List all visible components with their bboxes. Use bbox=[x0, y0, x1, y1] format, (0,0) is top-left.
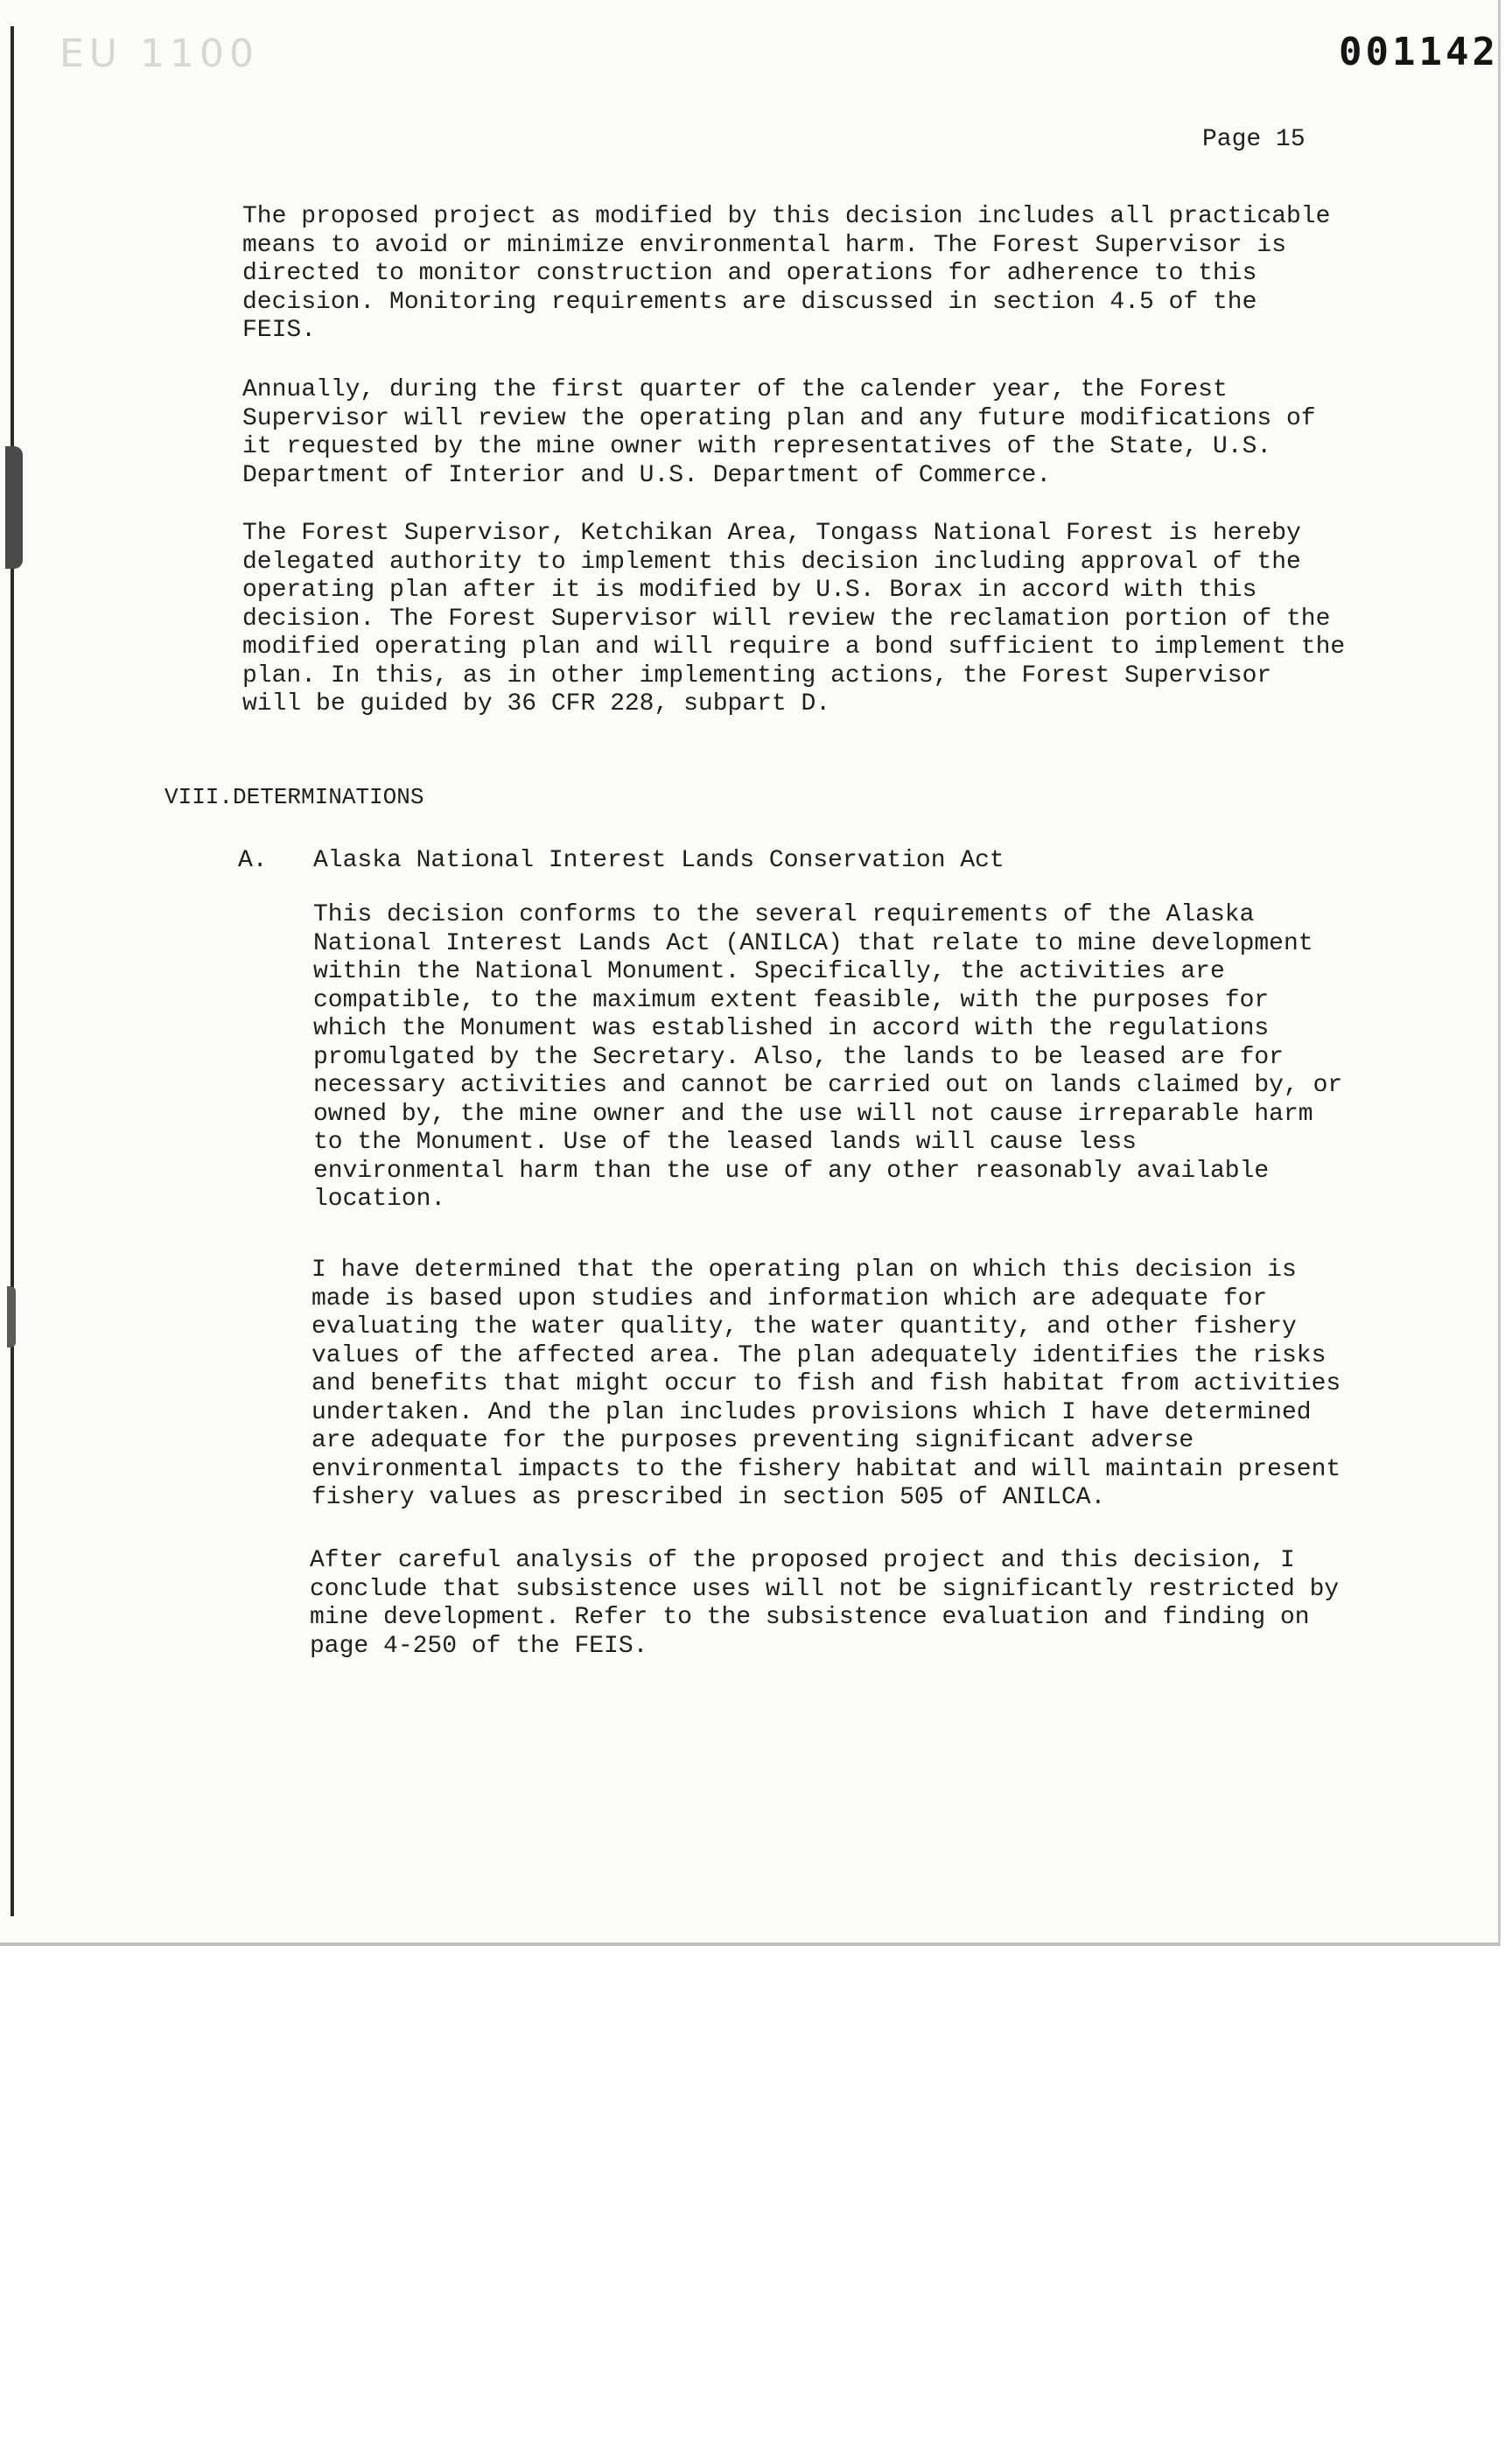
text-line: Supervisor will review the operating plan and any future modifications of bbox=[242, 404, 1316, 432]
subsection-title: Alaska National Interest Lands Conservation Act bbox=[313, 847, 1004, 874]
text-line: After careful analysis of the proposed project and this decision, I bbox=[310, 1547, 1295, 1574]
text-line: means to avoid or minimize environmental harm. The Forest Supervisor is bbox=[242, 231, 1286, 259]
text-line: delegated authority to implement this decision including approval of the bbox=[242, 548, 1301, 576]
text-line: made is based upon studies and information which are adequate for bbox=[312, 1284, 1268, 1312]
text-line: fishery values as prescribed in section 505 of ANILCA. bbox=[312, 1484, 1106, 1511]
text-line: are adequate for the purposes preventing significant adverse bbox=[312, 1427, 1194, 1454]
paragraph-subsistence bbox=[310, 1547, 1339, 1661]
paragraph-fishery-determination bbox=[312, 1256, 1340, 1513]
binder-clip bbox=[5, 446, 23, 569]
text-line: compatible, to the maximum extent feasible, with the purposes for bbox=[313, 986, 1270, 1014]
text-line: Annually, during the first quarter of the calender year, the Forest bbox=[242, 376, 1228, 403]
text-line: FEIS. bbox=[242, 317, 317, 344]
text-line: promulgated by the Secretary. Also, the lands to be leased are for bbox=[313, 1043, 1284, 1071]
text-line: within the National Monument. Specifically, the activities are bbox=[313, 958, 1225, 985]
section-heading: VIII.DETERMINATIONS bbox=[164, 784, 424, 810]
text-line: environmental harm than the use of any other reasonably available bbox=[313, 1157, 1270, 1185]
text-line: National Interest Lands Act (ANILCA) that relate to mine development bbox=[313, 929, 1313, 957]
text-line: conclude that subsistence uses will not be significantly restricted by bbox=[310, 1575, 1340, 1603]
text-line: This decision conforms to the several requirements of the Alaska bbox=[313, 901, 1255, 928]
text-line: I have determined that the operating plan on which this decision is bbox=[312, 1256, 1297, 1284]
paragraph-annual-review bbox=[242, 376, 1316, 490]
text-line: it requested by the mine owner with representatives of the State, U.S. bbox=[242, 433, 1272, 460]
text-line: The Forest Supervisor, Ketchikan Area, Tongass National Forest is hereby bbox=[242, 520, 1301, 547]
page-number: Page 15 bbox=[1202, 126, 1306, 153]
text-line: plan. In this, as in other implementing actions, the Forest Supervisor bbox=[242, 662, 1272, 690]
subsection-letter: A. bbox=[238, 847, 268, 874]
text-line: which the Monument was established in accord with the regulations bbox=[313, 1015, 1270, 1042]
text-line: will be guided by 36 CFR 228, subpart D. bbox=[242, 690, 831, 718]
text-line: decision. Monitoring requirements are discussed in section 4.5 of the bbox=[242, 288, 1257, 316]
paragraph-delegated-authority bbox=[242, 520, 1345, 719]
text-line: directed to monitor construction and operations for adherence to this bbox=[242, 260, 1257, 287]
binder-clip-lower bbox=[7, 1286, 16, 1348]
paragraph-monitoring bbox=[242, 203, 1330, 346]
text-line: location. bbox=[313, 1186, 446, 1213]
text-line: Department of Interior and U.S. Department of Commerce. bbox=[242, 461, 1052, 489]
text-line: values of the affected area. The plan adequately identifies the risks bbox=[312, 1341, 1326, 1369]
text-line: page 4-250 of the FEIS. bbox=[310, 1632, 648, 1660]
text-line: decision. The Forest Supervisor will review the reclamation portion of the bbox=[242, 605, 1331, 633]
text-line: undertaken. And the plan includes provisions which I have determined bbox=[312, 1398, 1312, 1426]
text-line: The proposed project as modified by this decision includes all practicable bbox=[242, 203, 1331, 230]
text-line: operating plan after it is modified by U.S. Borax in accord with this bbox=[242, 577, 1257, 604]
text-line: modified operating plan and will require a bond sufficient to implement the bbox=[242, 634, 1346, 661]
text-line: mine development. Refer to the subsistence evaluation and finding on bbox=[310, 1604, 1310, 1631]
text-line: necessary activities and cannot be carried out on lands claimed by, or bbox=[313, 1072, 1343, 1099]
text-line: and benefits that might occur to fish and fish habitat from activities bbox=[312, 1370, 1341, 1397]
document-number-stamp: 001142 bbox=[1339, 30, 1499, 74]
text-line: environmental impacts to the fishery habitat and will maintain present bbox=[312, 1455, 1341, 1483]
binding-edge bbox=[10, 26, 14, 1916]
paragraph-anilca-conformance bbox=[313, 901, 1342, 1214]
text-line: to the Monument. Use of the leased lands will cause less bbox=[313, 1129, 1137, 1156]
text-line: owned by, the mine owner and the use will not cause irreparable harm bbox=[313, 1100, 1313, 1128]
text-line: evaluating the water quality, the water quantity, and other fishery bbox=[312, 1313, 1297, 1340]
faint-stamp: EU 1100 bbox=[60, 32, 259, 76]
